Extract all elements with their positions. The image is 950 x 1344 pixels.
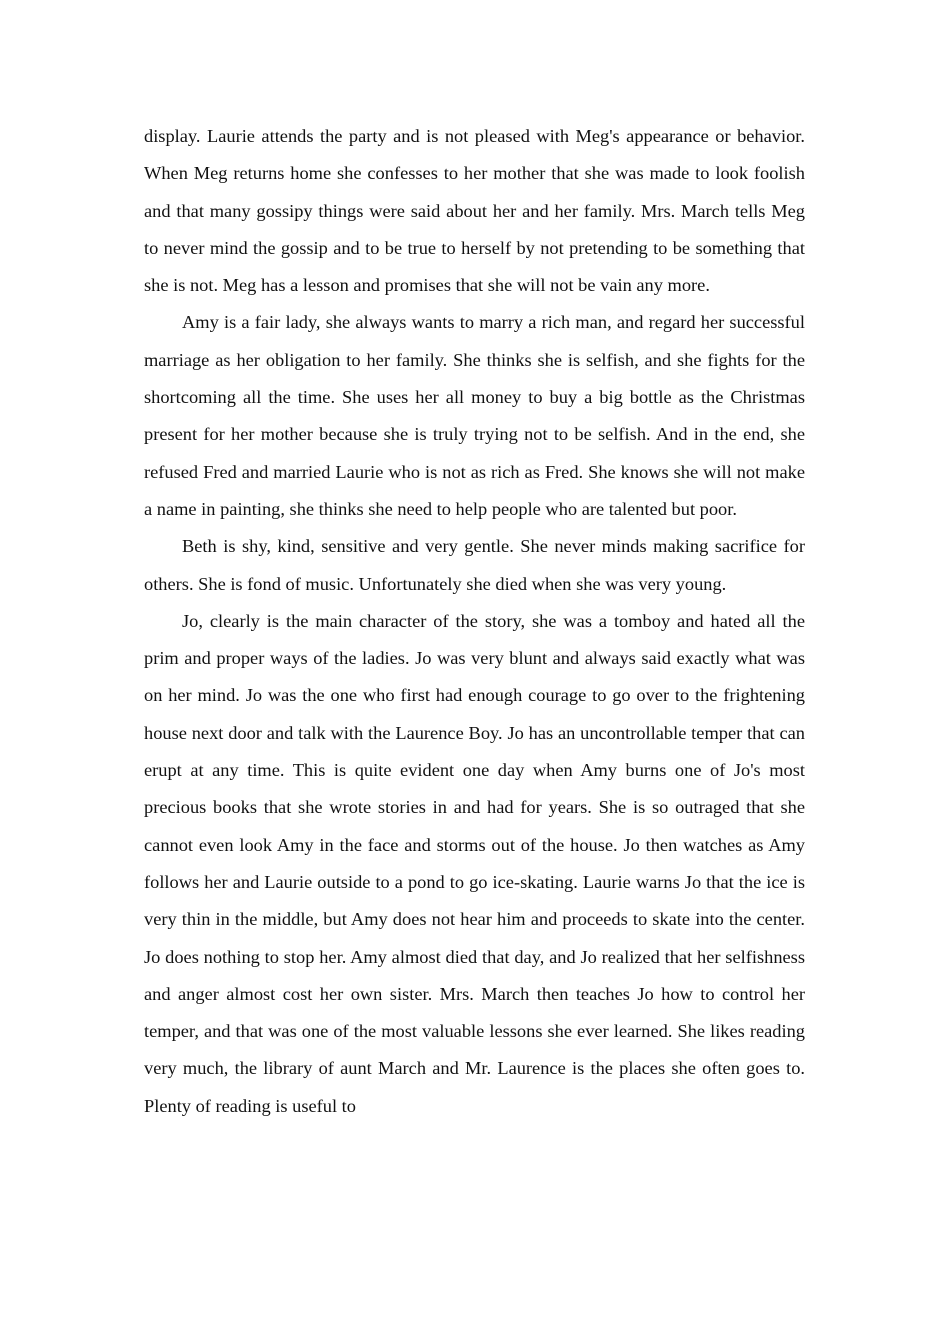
body-text [144, 118, 805, 1125]
paragraph-meg-continued: display. Laurie attends the party and is not pleased with Meg's appearance or behavior. When Meg returns home she confesses to her mother that she was made to look foolish and that many gossipy things were said about her and her family. Mrs. March tells Meg to never mind the gossip and to be true to herself by not pretending to be something that she is not. Meg has a lesson and promises that she will not be vain any more. [144, 126, 805, 296]
paragraph-beth: Beth is shy, kind, sensitive and very gentle. She never minds making sacrifice for others. She is fond of music. Unfortunately she died when she was very young. [144, 536, 805, 594]
paragraph-amy: Amy is a fair lady, she always wants to marry a rich man, and regard her successful marriage as her obligation to her family. She thinks she is selfish, and she fights for the shortcoming all the time. She uses her all money to buy a big bottle as the Christmas present for her mother because she is truly trying not to be selfish. And in the end, she refused Fred and married Laurie who is not as rich as Fred. She knows she will not make a name in painting, she thinks she need to help people who are talented but poor. [144, 312, 805, 519]
paragraph-jo: Jo, clearly is the main character of the story, she was a tomboy and hated all the prim and proper ways of the ladies. Jo was very blunt and always said exactly what was on her mind. Jo was the one who first had enough courage to go over to the frightening house next door and talk with the Laurence Boy. Jo has an uncontrollable temper that can erupt at any time. This is quite evident one day when Amy burns one of Jo's most precious books that she wrote stories in and had for years. She is so outraged that she cannot even look Amy in the face and storms out of the house. Jo then watches as Amy follows her and Laurie outside to a pond to go ice-skating. Laurie warns Jo that the ice is very thin in the middle, but Amy does not hear him and proceeds to skate into the center. Jo does nothing to stop her. Amy almost died that day, and Jo realized that her selfishness and anger almost cost her own sister. Mrs. March then teaches Jo how to control her temper, and that was one of the most valuable lessons she ever learned. She likes reading very much, the library of aunt March and Mr. Laurence is the places she often goes to. Plenty of reading is useful to [144, 610, 805, 1116]
